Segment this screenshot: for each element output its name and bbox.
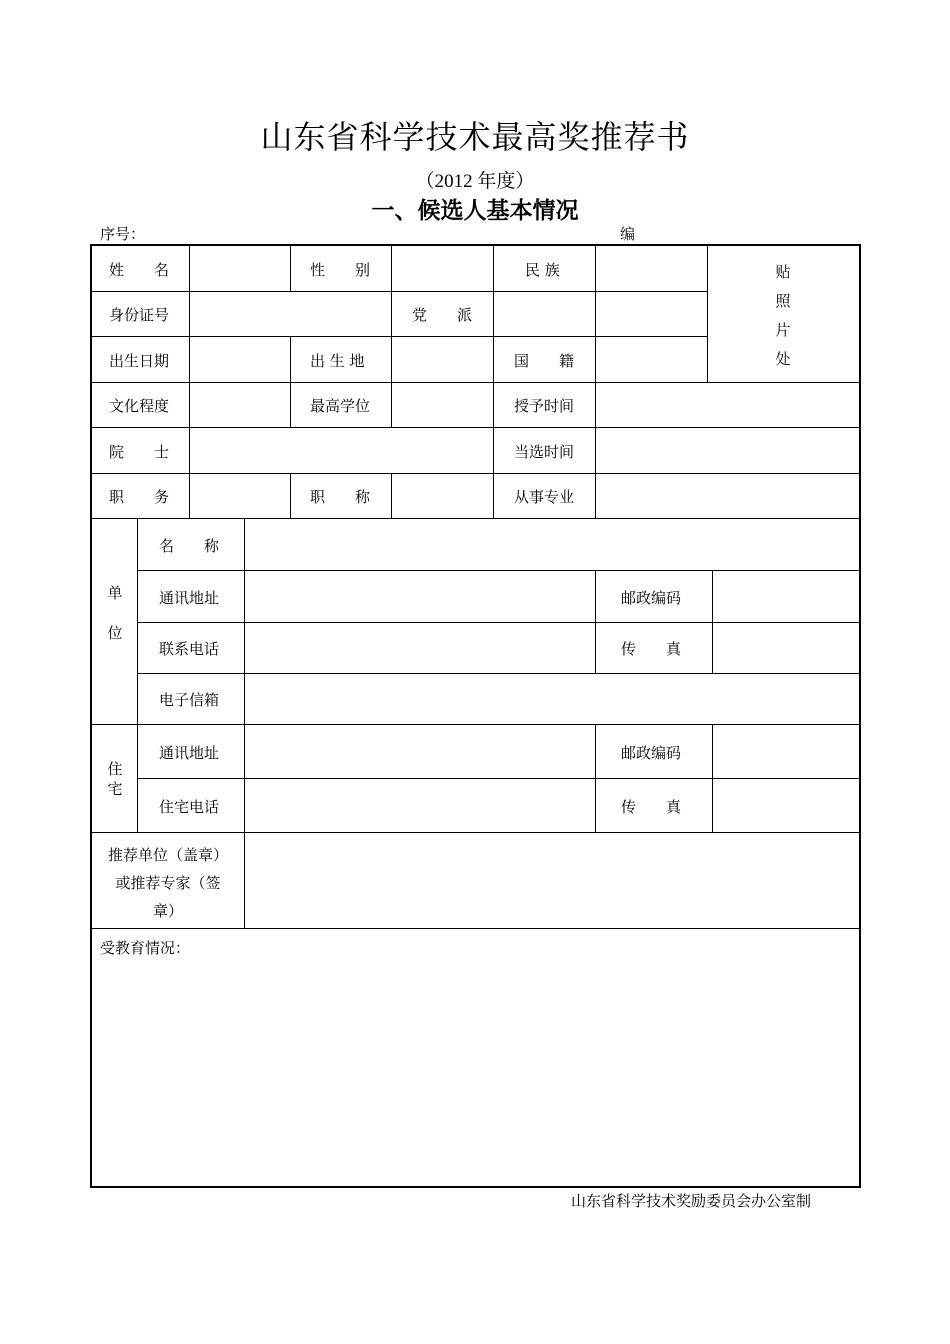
education-label: 文化程度 — [109, 397, 170, 415]
education-field[interactable] — [190, 383, 290, 427]
id-number-field[interactable] — [190, 292, 391, 336]
birth-place-field[interactable] — [392, 337, 493, 382]
home-phone-label: 住宅电话 — [159, 798, 220, 816]
unit-email-field[interactable] — [245, 674, 859, 724]
home-fax-field[interactable] — [713, 779, 859, 832]
id-number-label: 身份证号 — [109, 306, 170, 324]
unit-phone-field[interactable] — [245, 623, 595, 673]
home-group-label: 住 宅 — [107, 760, 123, 798]
recommender-field[interactable] — [245, 833, 859, 928]
elected-time-label: 当选时间 — [514, 443, 575, 461]
unit-group-label: 单 位 — [107, 584, 123, 642]
ethnicity-field[interactable] — [596, 246, 707, 291]
gender-label: 性 别 — [310, 261, 371, 279]
footer-issuer: 山东省科学技术奖励委员会办公室制 — [571, 1192, 812, 1210]
nationality-field[interactable] — [596, 337, 707, 382]
position-label: 职 务 — [109, 488, 170, 506]
photo-placeholder[interactable] — [773, 258, 793, 374]
unit-address-field[interactable] — [245, 571, 595, 622]
photo-char-3: 片 — [775, 321, 791, 339]
academician-field[interactable] — [190, 428, 493, 473]
home-postcode-field[interactable] — [713, 725, 859, 778]
title-rank-label: 职 称 — [310, 488, 371, 506]
code-label: 编 — [620, 225, 636, 243]
section-title: 一、候选人基本情况 — [371, 198, 579, 224]
specialty-label: 从事专业 — [514, 488, 575, 506]
party-label: 党 派 — [412, 306, 473, 324]
home-phone-field[interactable] — [245, 779, 595, 832]
unit-phone-label: 联系电话 — [159, 640, 220, 658]
elected-time-field[interactable] — [596, 428, 859, 473]
home-address-label: 通讯地址 — [159, 744, 220, 762]
name-field[interactable] — [190, 246, 290, 291]
award-time-label: 授予时间 — [514, 397, 575, 415]
highest-degree-field[interactable] — [392, 383, 493, 427]
unit-name-label: 名 称 — [159, 537, 220, 555]
name-label: 姓 名 — [109, 261, 170, 279]
unit-fax-field[interactable] — [713, 623, 859, 673]
nationality-label: 国 籍 — [514, 352, 575, 370]
candidate-form-table — [90, 244, 861, 1188]
document-title: 山东省科学技术最高奖推荐书 — [260, 118, 690, 156]
home-postcode-label: 邮政编码 — [621, 744, 682, 762]
photo-char-2: 照 — [775, 292, 791, 310]
education-history-label: 受教育情况： — [100, 939, 191, 957]
unit-address-label: 通讯地址 — [159, 589, 220, 607]
home-fax-label: 传 真 — [621, 798, 682, 816]
party-field[interactable] — [494, 292, 707, 336]
award-time-field[interactable] — [596, 383, 859, 427]
highest-degree-label: 最高学位 — [310, 397, 371, 415]
unit-email-label: 电子信箱 — [159, 691, 220, 709]
recommender-label: 推荐单位（盖章） 或推荐专家（签 章） — [107, 846, 228, 920]
document-year: （2012 年度） — [415, 171, 535, 192]
unit-postcode-label: 邮政编码 — [621, 589, 682, 607]
birth-date-field[interactable] — [190, 337, 290, 382]
serial-label: 序号： — [100, 225, 146, 243]
home-address-field[interactable] — [245, 725, 595, 778]
education-history-field[interactable] — [92, 962, 859, 1186]
gender-field[interactable] — [392, 246, 493, 291]
unit-postcode-field[interactable] — [713, 571, 859, 622]
photo-char-4: 处 — [775, 350, 791, 368]
birth-date-label: 出生日期 — [109, 352, 170, 370]
position-field[interactable] — [190, 474, 290, 518]
unit-fax-label: 传 真 — [621, 640, 682, 658]
birth-place-label: 出 生 地 — [310, 352, 365, 370]
unit-name-field[interactable] — [245, 519, 859, 570]
academician-label: 院 士 — [109, 443, 170, 461]
title-rank-field[interactable] — [392, 474, 493, 518]
specialty-field[interactable] — [596, 474, 859, 518]
photo-char-1: 贴 — [775, 263, 791, 281]
ethnicity-label: 民 族 — [525, 261, 560, 279]
